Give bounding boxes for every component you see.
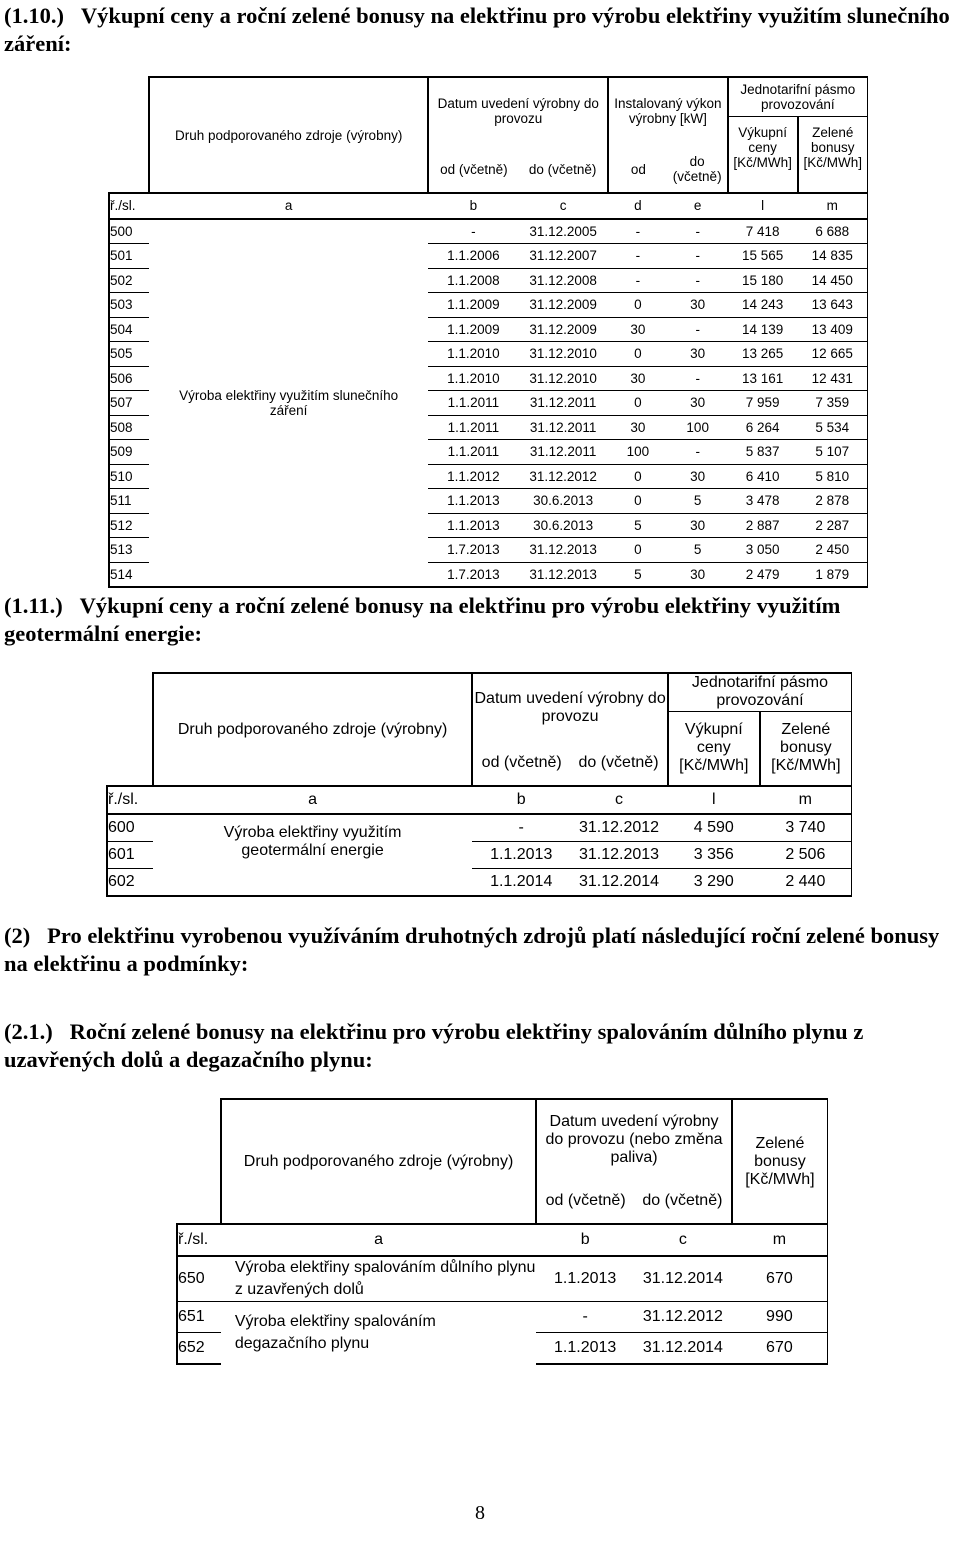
cell-b: 1.1.2013: [536, 1333, 634, 1365]
section-heading-2: [4, 922, 956, 978]
letter-m: m: [732, 1224, 828, 1256]
cell-l: 3 356: [668, 842, 760, 869]
row-id: 503: [109, 293, 149, 318]
cell-c: 31.12.2011: [518, 415, 608, 440]
cell-d: 0: [608, 489, 668, 514]
letter-l: l: [728, 193, 798, 219]
cell-e: -: [668, 219, 728, 244]
cell-e: 30: [668, 562, 728, 587]
cell-l: 13 265: [728, 342, 798, 367]
cell-c: 31.12.2012: [570, 814, 668, 842]
cell-d: 30: [608, 317, 668, 342]
cell-b: 1.7.2013: [428, 562, 518, 587]
cell-l: 14 243: [728, 293, 798, 318]
letter-m: m: [760, 786, 852, 814]
cell-b: 1.1.2006: [428, 244, 518, 269]
header-date-from: od (včetně): [536, 1179, 634, 1224]
cell-d: 0: [608, 464, 668, 489]
cell-e: -: [668, 366, 728, 391]
page-number: 8: [475, 1502, 485, 1524]
cell-d: 5: [608, 562, 668, 587]
cell-l: 6 264: [728, 415, 798, 440]
letter-b: b: [472, 786, 570, 814]
cell-m: 5 534: [798, 415, 868, 440]
header-power-from: od: [608, 146, 668, 193]
cell-l: 3 290: [668, 869, 760, 897]
row-id: 502: [109, 268, 149, 293]
cell-e: -: [668, 440, 728, 465]
source-label: Výroba elektřiny využitím slunečního záření: [149, 219, 429, 588]
cell-b: 1.1.2011: [428, 415, 518, 440]
row-id: 652: [177, 1333, 221, 1365]
cell-c: 31.12.2008: [518, 268, 608, 293]
cell-d: -: [608, 219, 668, 244]
cell-c: 31.12.2011: [518, 440, 608, 465]
letter-m: m: [798, 193, 868, 219]
row-id: 500: [109, 219, 149, 244]
letter-l: l: [668, 786, 760, 814]
row-id: 504: [109, 317, 149, 342]
section-heading-1-11: [4, 592, 956, 648]
header-bonus: Zelené bonusy [Kč/MWh]: [798, 117, 868, 194]
header-band: Jednotarifní pásmo provozování: [668, 673, 852, 711]
cell-l: 15 565: [728, 244, 798, 269]
header-date-to: do (včetně): [528, 161, 597, 177]
cell-d: 0: [608, 293, 668, 318]
section-number: (1.10.): [4, 3, 64, 28]
cell-l: 4 590: [668, 814, 760, 842]
letter-d: d: [608, 193, 668, 219]
cell-m: 13 409: [798, 317, 868, 342]
cell-l: 2 479: [728, 562, 798, 587]
row-id: 650: [177, 1256, 221, 1302]
cell-d: 0: [608, 391, 668, 416]
cell-e: -: [668, 244, 728, 269]
cell-d: 0: [608, 342, 668, 367]
header-date-to: do (včetně): [642, 1192, 723, 1209]
cell-e: 5: [668, 538, 728, 563]
cell-e: 100: [668, 415, 728, 440]
cell-d: 100: [608, 440, 668, 465]
cell-l: 13 161: [728, 366, 798, 391]
cell-c: 30.6.2013: [518, 489, 608, 514]
cell-b: 1.1.2009: [428, 317, 518, 342]
cell-c: 31.12.2010: [518, 366, 608, 391]
cell-c: 31.12.2013: [518, 562, 608, 587]
cell-m: 13 643: [798, 293, 868, 318]
cell-e: 5: [668, 489, 728, 514]
cell-c: 31.12.2007: [518, 244, 608, 269]
cell-c: 30.6.2013: [518, 513, 608, 538]
cell-b: 1.1.2009: [428, 293, 518, 318]
letter-b: b: [428, 193, 518, 219]
cell-b: 1.7.2013: [428, 538, 518, 563]
cell-b: 1.1.2012: [428, 464, 518, 489]
header-date-from: od (včetně): [472, 741, 570, 786]
row-id: 601: [107, 842, 153, 869]
row-id: 508: [109, 415, 149, 440]
cell-c: 31.12.2014: [634, 1256, 732, 1302]
cell-c: 31.12.2010: [518, 342, 608, 367]
cell-b: -: [428, 219, 518, 244]
letter-e: e: [668, 193, 728, 219]
cell-c: 31.12.2009: [518, 293, 608, 318]
header-source: Druh podporovaného zdroje (výrobny): [149, 77, 429, 193]
section-title: Roční zelené bonusy na elektřinu pro výrobu elektřiny spalováním důlního plynu z uzavřených dolů a degazačního plynu:: [4, 1019, 864, 1072]
cell-m: 2 878: [798, 489, 868, 514]
table-row: [109, 219, 868, 244]
cell-c: 31.12.2013: [570, 842, 668, 869]
letter-a: a: [153, 786, 472, 814]
cell-m: 5 810: [798, 464, 868, 489]
solar-price-table: [108, 76, 868, 588]
cell-e: 30: [668, 293, 728, 318]
letter-c: c: [634, 1224, 732, 1256]
letter-row: ř./sl.: [107, 786, 153, 814]
cell-m: 14 835: [798, 244, 868, 269]
section-heading-2-1: [4, 1018, 956, 1074]
cell-m: 2 287: [798, 513, 868, 538]
row-id: 509: [109, 440, 149, 465]
cell-b: 1.1.2008: [428, 268, 518, 293]
row-id: 651: [177, 1302, 221, 1333]
cell-e: 30: [668, 513, 728, 538]
cell-l: 2 887: [728, 513, 798, 538]
cell-b: 1.1.2013: [428, 489, 518, 514]
cell-b: -: [472, 814, 570, 842]
cell-m: 990: [732, 1302, 828, 1333]
cell-l: 7 959: [728, 391, 798, 416]
cell-d: 5: [608, 513, 668, 538]
header-date: Datum uvedení výrobny do provozu: [472, 673, 668, 741]
letter-row: ř./sl.: [177, 1224, 221, 1256]
cell-d: 30: [608, 366, 668, 391]
cell-d: 30: [608, 415, 668, 440]
header-band: Jednotarifní pásmo provozování: [728, 77, 868, 117]
section-number: (1.11.): [4, 593, 63, 618]
cell-m: 7 359: [798, 391, 868, 416]
cell-m: 1 879: [798, 562, 868, 587]
cell-m: 2 506: [760, 842, 852, 869]
header-price: Výkupní ceny [Kč/MWh]: [668, 711, 760, 786]
row-id: 600: [107, 814, 153, 842]
section-number: (2): [4, 923, 31, 948]
source-label: Výroba elektřiny spalováním degazačního plynu: [221, 1302, 536, 1365]
cell-l: 7 418: [728, 219, 798, 244]
cell-b: 1.1.2010: [428, 342, 518, 367]
letter-c: c: [570, 786, 668, 814]
row-id: 501: [109, 244, 149, 269]
letter-a: a: [149, 193, 429, 219]
header-power-to: do (včetně): [672, 154, 722, 184]
header-power: Instalovaný výkon výrobny [kW]: [608, 77, 728, 146]
cell-m: 5 107: [798, 440, 868, 465]
header-source: Druh podporovaného zdroje (výrobny): [153, 673, 472, 786]
cell-l: 5 837: [728, 440, 798, 465]
cell-b: 1.1.2011: [428, 391, 518, 416]
row-id: 513: [109, 538, 149, 563]
cell-b: 1.1.2010: [428, 366, 518, 391]
solar-table-body: [109, 219, 868, 588]
cell-l: 3 050: [728, 538, 798, 563]
letter-row: ř./sl.: [109, 193, 149, 219]
row-id: 510: [109, 464, 149, 489]
header-date: Datum uvedení výrobny do provozu: [428, 77, 608, 146]
row-id: 511: [109, 489, 149, 514]
cell-l: 3 478: [728, 489, 798, 514]
cell-m: 6 688: [798, 219, 868, 244]
cell-m: 3 740: [760, 814, 852, 842]
header-date: Datum uvedení výrobny do provozu (nebo změna paliva): [536, 1099, 732, 1179]
header-bonus: Zelené bonusy [Kč/MWh]: [760, 711, 852, 786]
row-id: 506: [109, 366, 149, 391]
cell-c: 31.12.2013: [518, 538, 608, 563]
cell-m: 2 450: [798, 538, 868, 563]
row-id: 507: [109, 391, 149, 416]
cell-m: 2 440: [760, 869, 852, 897]
cell-e: 30: [668, 342, 728, 367]
cell-c: 31.12.2011: [518, 391, 608, 416]
cell-e: 30: [668, 391, 728, 416]
cell-m: 670: [732, 1333, 828, 1365]
cell-c: 31.12.2012: [634, 1302, 732, 1333]
cell-c: 31.12.2012: [518, 464, 608, 489]
row-id: 512: [109, 513, 149, 538]
cell-b: 1.1.2013: [472, 842, 570, 869]
header-source: Druh podporovaného zdroje (výrobny): [221, 1099, 536, 1224]
cell-b: -: [536, 1302, 634, 1333]
geothermal-price-table: [106, 672, 852, 897]
source-label: Výroba elektřiny využitím geotermální energie: [153, 814, 472, 869]
cell-e: 30: [668, 464, 728, 489]
cell-d: -: [608, 244, 668, 269]
source-label: Výroba elektřiny spalováním důlního plynu z uzavřených dolů: [221, 1256, 536, 1302]
cell-b: 1.1.2013: [428, 513, 518, 538]
header-price: Výkupní ceny [Kč/MWh]: [728, 117, 798, 194]
cell-m: 670: [732, 1256, 828, 1302]
header-date-to: do (včetně): [578, 754, 659, 771]
cell-d: -: [608, 268, 668, 293]
mine-gas-bonus-table: [176, 1098, 828, 1365]
cell-b: 1.1.2011: [428, 440, 518, 465]
section-number: (2.1.): [4, 1019, 53, 1044]
cell-c: 31.12.2005: [518, 219, 608, 244]
cell-b: 1.1.2014: [472, 869, 570, 897]
cell-c: 31.12.2014: [634, 1333, 732, 1365]
row-id: 602: [107, 869, 153, 897]
cell-b: 1.1.2013: [536, 1256, 634, 1302]
cell-l: 6 410: [728, 464, 798, 489]
section-heading-1-10: [4, 2, 956, 58]
cell-m: 12 665: [798, 342, 868, 367]
letter-b: b: [536, 1224, 634, 1256]
row-id: 505: [109, 342, 149, 367]
cell-m: 14 450: [798, 268, 868, 293]
cell-l: 14 139: [728, 317, 798, 342]
letter-c: c: [518, 193, 608, 219]
cell-c: 31.12.2009: [518, 317, 608, 342]
section-title: Výkupní ceny a roční zelené bonusy na elektřinu pro výrobu elektřiny využitím slunečního záření:: [4, 3, 950, 56]
cell-l: 15 180: [728, 268, 798, 293]
header-date-from: od (včetně): [428, 146, 518, 193]
cell-d: 0: [608, 538, 668, 563]
header-bonus: Zelené bonusy [Kč/MWh]: [732, 1099, 828, 1224]
section-title: Výkupní ceny a roční zelené bonusy na elektřinu pro výrobu elektřiny využitím geotermální energie:: [4, 593, 841, 646]
section-title: Pro elektřinu vyrobenou využíváním druhotných zdrojů platí následující roční zelené bonusy na elektřinu a podmínky:: [4, 923, 940, 976]
letter-a: a: [221, 1224, 536, 1256]
cell-e: -: [668, 317, 728, 342]
cell-m: 12 431: [798, 366, 868, 391]
cell-c: 31.12.2014: [570, 869, 668, 897]
cell-e: -: [668, 268, 728, 293]
row-id: 514: [109, 562, 149, 587]
